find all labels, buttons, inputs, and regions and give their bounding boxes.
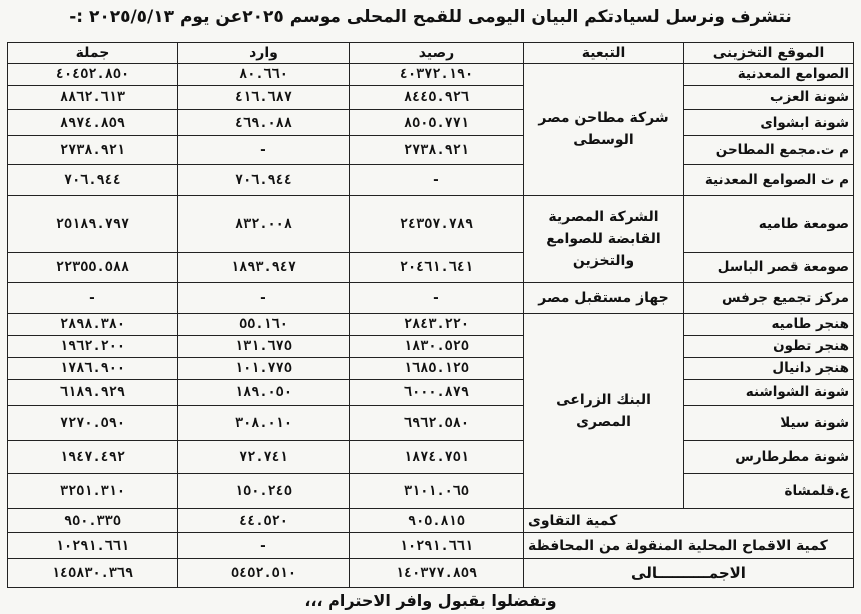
location-cell: الصوامع المعدنية	[684, 64, 854, 86]
location-cell: هنجر طاميه	[684, 313, 854, 335]
balance-cell: ٤٠٣٧٢.١٩٠	[350, 64, 524, 86]
location-cell: شونة الشواشنه	[684, 379, 854, 405]
balance-cell: ٢٠٤٦١.٦٤١	[350, 252, 524, 283]
total-cell: ٧٢٧٠.٥٩٠	[8, 405, 178, 440]
affiliation-group-1: شركة مطاحن مصر الوسطى	[524, 64, 684, 196]
balance-cell: -	[350, 164, 524, 195]
location-cell: م ت.مجمع المطاحن	[684, 136, 854, 165]
grand-total-label: الاجمــــــــــالى	[524, 559, 854, 588]
table-row	[8, 252, 854, 283]
header-balance: رصيد	[350, 43, 524, 64]
incoming-cell: ١٣١.٦٧٥	[178, 335, 350, 357]
grand-total-total: ١٤٥٨٣٠.٣٦٩	[8, 559, 178, 588]
incoming-cell: ١٠١.٧٧٥	[178, 357, 350, 379]
balance-cell: ٢٧٣٨.٩٢١	[350, 136, 524, 165]
closing-remark: وتفضلوا بقبول وافر الاحترام ،،،	[304, 591, 557, 610]
report-title: نتشرف ونرسل لسيادتكم البيان اليومى للقمح المحلى موسم ٢٠٢٥عن يوم ٢٠٢٥/٥/١٣ :-	[69, 7, 792, 27]
seeds-total: ٩٥٠.٣٣٥	[8, 508, 178, 532]
table-row	[8, 357, 854, 379]
location-cell: مركز تجميع جرفس	[684, 283, 854, 314]
header-incoming: وارد	[178, 43, 350, 64]
total-cell: ٢٥١٨٩.٧٩٧	[8, 195, 178, 252]
location-cell: م ت الصوامع المعدنية	[684, 164, 854, 195]
table-row	[8, 335, 854, 357]
transferred-row	[8, 533, 854, 559]
location-cell: هنجر دانيال	[684, 357, 854, 379]
location-cell: هنجر تطون	[684, 335, 854, 357]
balance-cell: ٣١٠١.٠٦٥	[350, 473, 524, 508]
location-cell: ع.قلمشاة	[684, 473, 854, 508]
location-cell: شونة مطرطارس	[684, 441, 854, 474]
table-row	[8, 136, 854, 165]
seeds-incoming: ٤٤.٥٢٠	[178, 508, 350, 532]
incoming-cell: ١٥٠.٢٤٥	[178, 473, 350, 508]
affiliation-group-3: جهاز مستقبل مصر	[524, 283, 684, 314]
total-cell: ٢٢٣٥٥.٥٨٨	[8, 252, 178, 283]
balance-cell: ٦٩٦٢.٥٨٠	[350, 405, 524, 440]
grand-total-row	[8, 559, 854, 588]
affiliation-group-4: البنك الزراعى المصرى	[524, 313, 684, 508]
balance-cell: ٢٨٤٣.٢٢٠	[350, 313, 524, 335]
table-row	[8, 405, 854, 440]
affiliation-group-2: الشركة المصرية القابضة للصوامع والتخزين	[524, 195, 684, 283]
incoming-cell: ٣٠٨.٠١٠	[178, 405, 350, 440]
incoming-cell: ١٨٩٣.٩٤٧	[178, 252, 350, 283]
total-cell: ٤٠٤٥٢.٨٥٠	[8, 64, 178, 86]
header-row	[8, 43, 854, 64]
incoming-cell: ٨٠.٦٦٠	[178, 64, 350, 86]
incoming-cell: -	[178, 283, 350, 314]
transferred-label: كمية الاقماح المحلية المنقولة من المحافظة	[524, 533, 854, 559]
total-cell: ١٩٦٢.٢٠٠	[8, 335, 178, 357]
grand-total-incoming: ٥٤٥٢.٥١٠	[178, 559, 350, 588]
incoming-cell: -	[178, 136, 350, 165]
incoming-cell: ٨٣٢.٠٠٨	[178, 195, 350, 252]
balance-cell: ٨٤٤٥.٩٢٦	[350, 85, 524, 109]
transferred-incoming: -	[178, 533, 350, 559]
table-row	[8, 64, 854, 86]
total-cell: ٦١٨٩.٩٢٩	[8, 379, 178, 405]
incoming-cell: ٤٦٩.٠٨٨	[178, 110, 350, 136]
header-affiliation: التبعية	[524, 43, 684, 64]
balance-cell: ١٨٣٠.٥٢٥	[350, 335, 524, 357]
transferred-balance: ١٠٢٩١.٦٦١	[350, 533, 524, 559]
balance-cell: ٨٥٠٥.٧٧١	[350, 110, 524, 136]
balance-cell: ١٨٧٤.٧٥١	[350, 441, 524, 474]
total-cell: ٨٨٦٢.٦١٣	[8, 85, 178, 109]
grand-total-balance: ١٤٠٣٧٧.٨٥٩	[350, 559, 524, 588]
location-cell: شونة العزب	[684, 85, 854, 109]
total-cell: ٣٢٥١.٣١٠	[8, 473, 178, 508]
incoming-cell: ٧٠٦.٩٤٤	[178, 164, 350, 195]
balance-cell: ٢٤٣٥٧.٧٨٩	[350, 195, 524, 252]
transferred-total: ١٠٢٩١.٦٦١	[8, 533, 178, 559]
total-cell: ٢٧٣٨.٩٢١	[8, 136, 178, 165]
total-cell: ٢٨٩٨.٣٨٠	[8, 313, 178, 335]
incoming-cell: ٧٢.٧٤١	[178, 441, 350, 474]
table-row	[8, 379, 854, 405]
table-row	[8, 283, 854, 314]
location-cell: صومعة قصر الباسل	[684, 252, 854, 283]
total-cell: ١٩٤٧.٤٩٢	[8, 441, 178, 474]
seeds-row	[8, 508, 854, 532]
seeds-label: كمية التقاوى	[524, 508, 854, 532]
total-cell: ٧٠٦.٩٤٤	[8, 164, 178, 195]
balance-cell: ١٦٨٥.١٢٥	[350, 357, 524, 379]
header-location: الموقع التخزينى	[684, 43, 854, 64]
balance-cell: ٦٠٠٠.٨٧٩	[350, 379, 524, 405]
wheat-daily-report-table	[7, 42, 854, 588]
seeds-balance: ٩٠٥.٨١٥	[350, 508, 524, 532]
table-row	[8, 195, 854, 252]
table-row	[8, 110, 854, 136]
location-cell: صومعة طاميه	[684, 195, 854, 252]
incoming-cell: ١٨٩.٠٥٠	[178, 379, 350, 405]
total-cell: ١٧٨٦.٩٠٠	[8, 357, 178, 379]
table-row	[8, 313, 854, 335]
balance-cell: -	[350, 283, 524, 314]
table-row	[8, 164, 854, 195]
incoming-cell: ٤١٦.٦٨٧	[178, 85, 350, 109]
location-cell: شونة سيلا	[684, 405, 854, 440]
table-row	[8, 473, 854, 508]
table-row	[8, 85, 854, 109]
header-total: جملة	[8, 43, 178, 64]
total-cell: ٨٩٧٤.٨٥٩	[8, 110, 178, 136]
location-cell: شونة ابشواى	[684, 110, 854, 136]
total-cell: -	[8, 283, 178, 314]
incoming-cell: ٥٥.١٦٠	[178, 313, 350, 335]
table-row	[8, 441, 854, 474]
